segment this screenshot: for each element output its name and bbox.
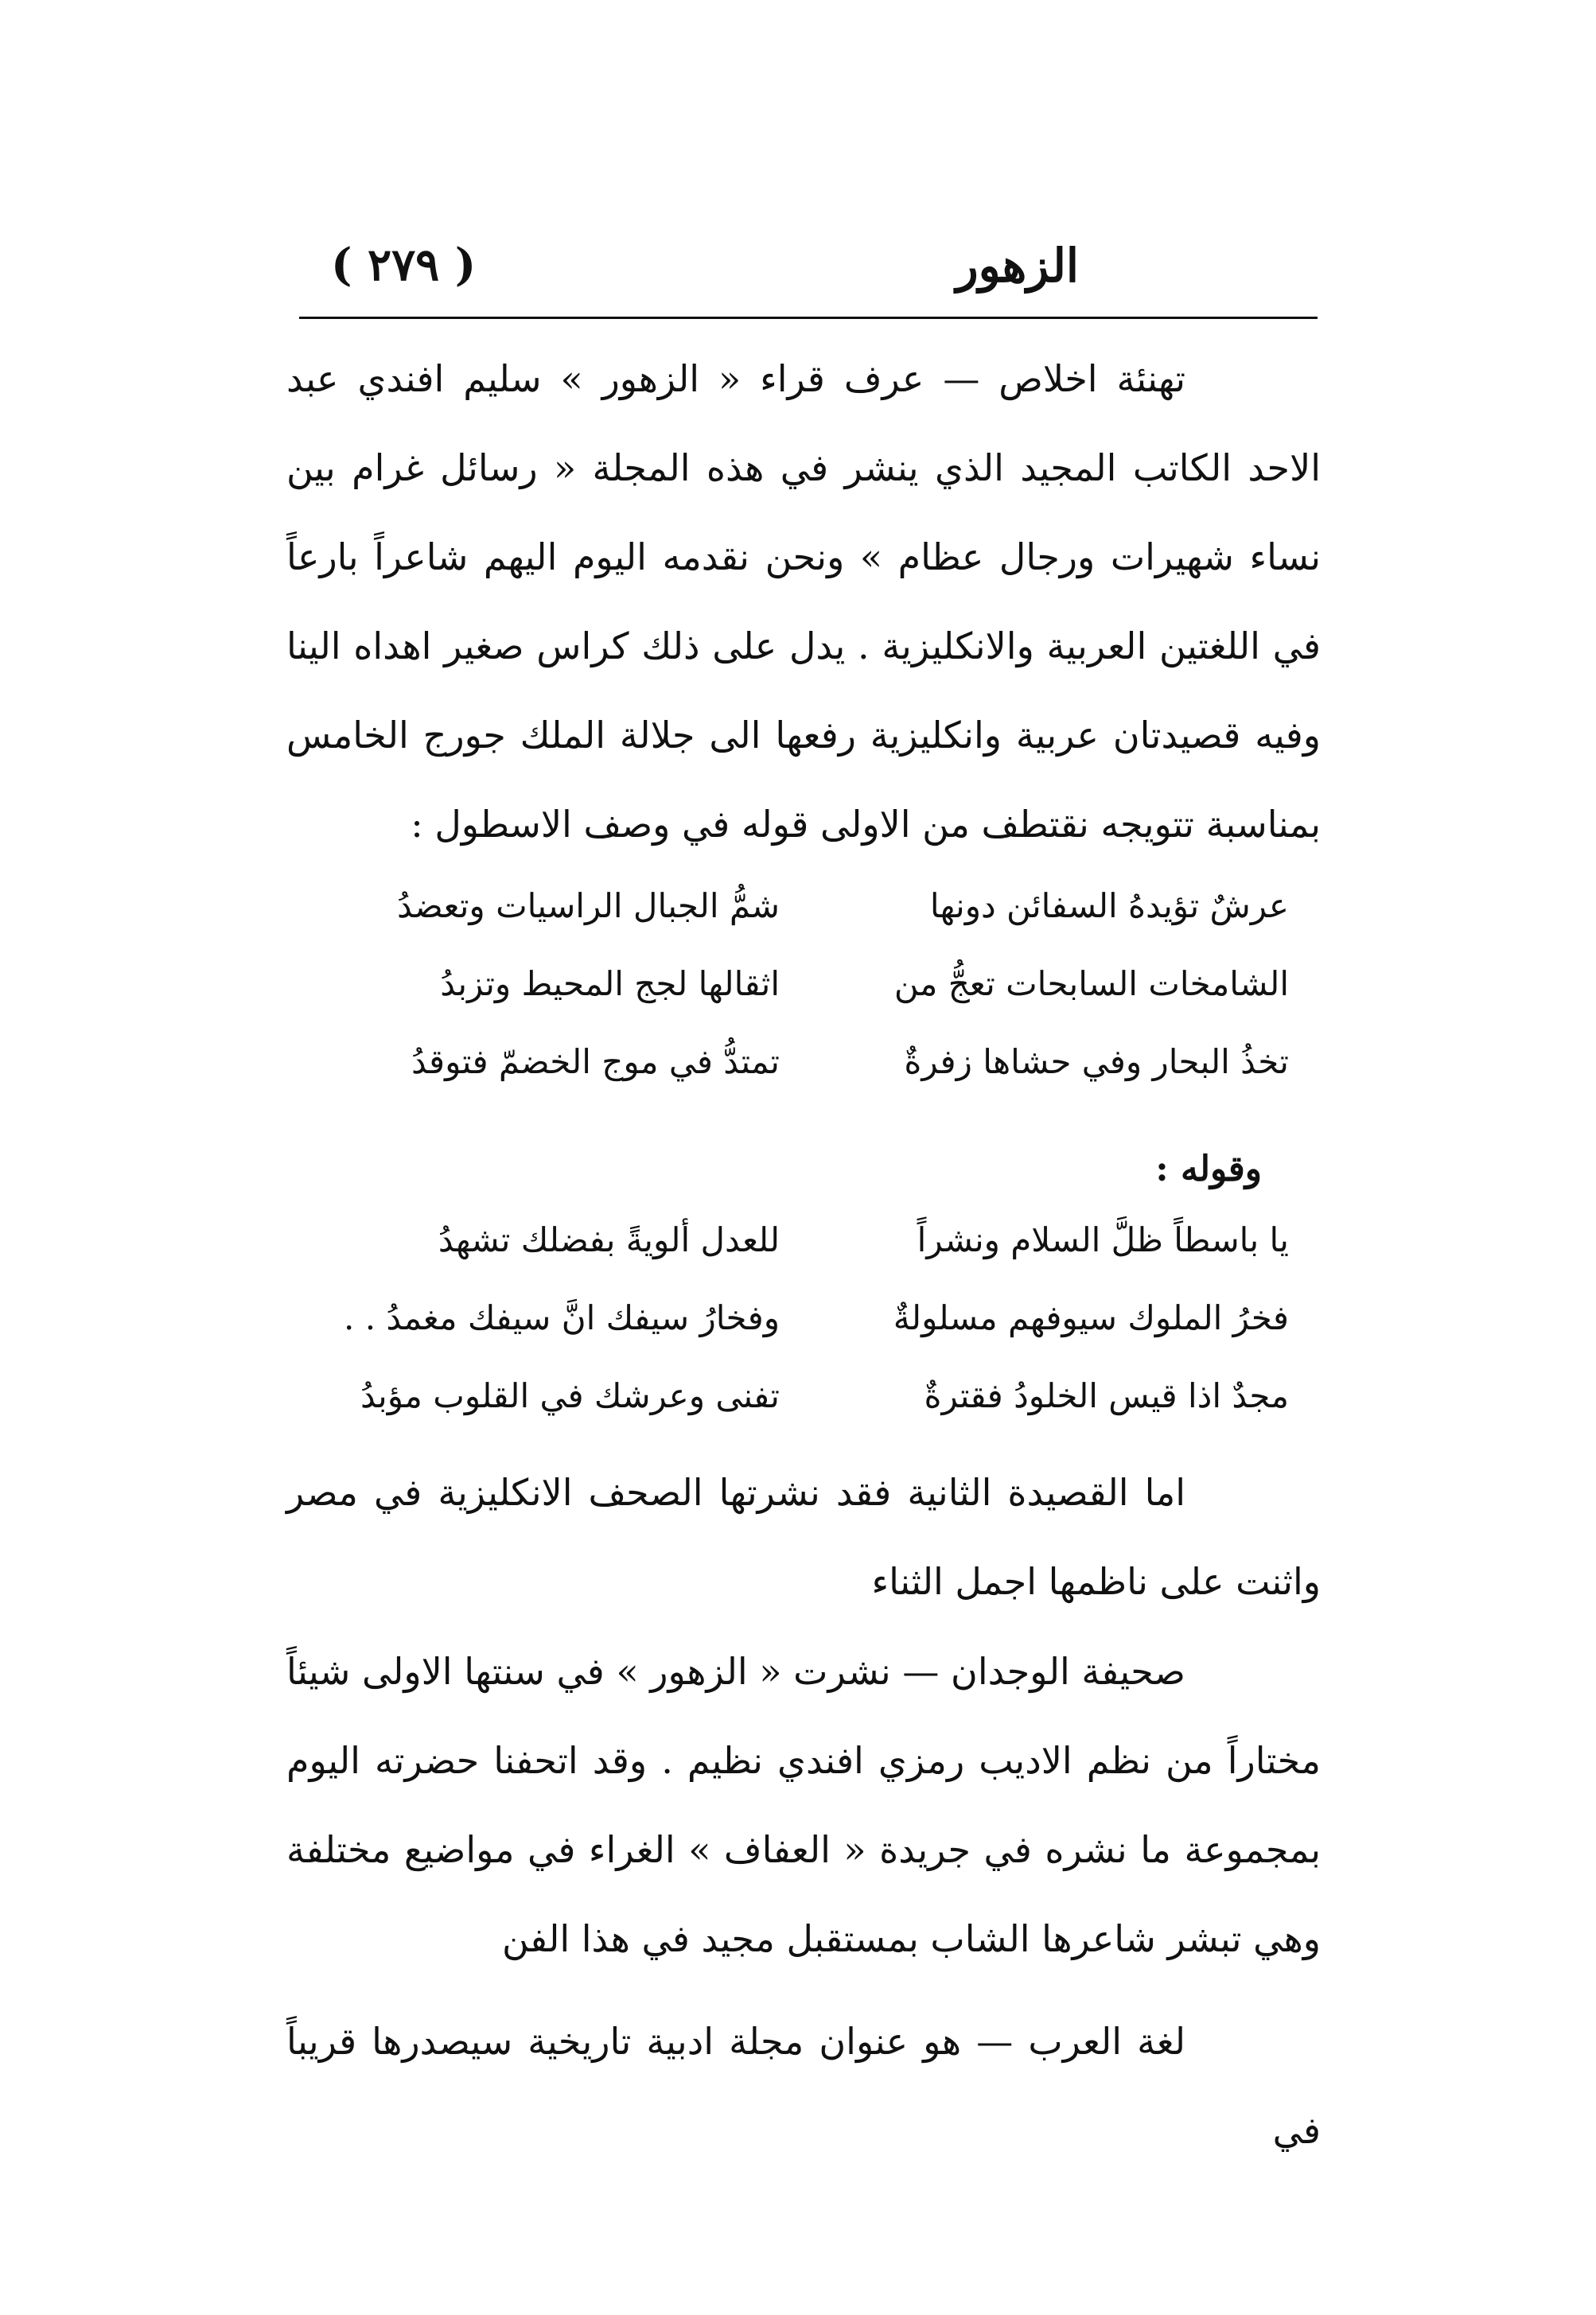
verse-first-hemistich: الشامخات السابحات تعجُّ من (893, 964, 1289, 1003)
verse-second-hemistich: شمُّ الجبال الراسيات وتعضدُ (397, 886, 780, 925)
page-number: ( ٢٧٩ ) (331, 239, 477, 291)
paragraph-second-poem (286, 1448, 1321, 1639)
poem-excerpt-fleet (302, 867, 1289, 1101)
paragraph-text: اما القصيدة الثانية فقد نشرتها الصحف الانكليزية في مصر واثنت على ناظمها اجمل الثناء (286, 1471, 1321, 1603)
poem-excerpt-king (302, 1201, 1289, 1435)
verse-first-hemistich: تخذُ البحار وفي حشاها زفرةٌ (904, 1042, 1289, 1081)
verse-line (302, 867, 1289, 945)
running-title: الزهور (956, 239, 1079, 293)
verse-first-hemistich: يا باسطاً ظلَّ السلام ونشراً (917, 1220, 1289, 1259)
verse-first-hemistich: مجدٌ اذا قيس الخلودُ فقترةٌ (924, 1376, 1289, 1415)
verse-first-hemistich: فخرُ الملوك سيوفهم مسلولةٌ (893, 1298, 1289, 1337)
verse-line (302, 1279, 1289, 1357)
verse-second-hemistich: للعدل ألويةً بفضلك تشهدُ (438, 1220, 780, 1259)
paragraph-text: صحيفة الوجدان — نشرت « الزهور » في سنتها الاولى شيئاً مختاراً من نظم الاديب رمزي افندي نظيم . وقد اتحفنا حضرته اليوم بمجموعة ما نشره في جريدة « العفاف » الغراء في مواضيع مختلفة وهي تبشر شاعرها الشاب بمستقبل مجيد في هذا الفن (286, 1650, 1321, 1960)
paragraph-lughat-al-arab (286, 1997, 1321, 2152)
paragraph-congratulation (286, 334, 1321, 891)
paragraph-text: تهنئة اخلاص — عرف قراء « الزهور » سليم افندي عبد الاحد الكاتب المجيد الذي ينشر في هذه المجلة « رسائل غرام بين نساء شهيرات ورجال عظام » ونحن نقدمه اليوم اليهم شاعراً بارعاً في اللغتين العربية والانكليزية . يدل على ذلك كراس صغير اهداه الينا وفيه قصيدتان عربية وانكليزية رفعها الى جلالة الملك جورج الخامس بمناسبة تتويجه نقتطف من الاولى قوله في وصف الاسطول : (286, 357, 1321, 846)
page-header (299, 239, 1318, 318)
verse-first-hemistich: عرشٌ تؤيدهُ السفائن دونها (929, 886, 1289, 925)
verse-second-hemistich: تفنى وعرشك في القلوب مؤبدُ (360, 1376, 780, 1415)
paragraph-wijdan (286, 1627, 1321, 1993)
verse-second-hemistich: وفخارُ سيفك انَّ سيفك مغمدُ . . (344, 1298, 780, 1337)
verse-line (302, 1023, 1289, 1101)
verse-line (302, 945, 1289, 1023)
header-rule (299, 317, 1318, 319)
verse-line (302, 1357, 1289, 1435)
paragraph-text: لغة العرب — هو عنوان مجلة ادبية تاريخية سيصدرها قريباً في (286, 2020, 1321, 2152)
verse-second-hemistich: تمتدُّ في موج الخضمّ فتوقدُ (411, 1042, 780, 1081)
verse-second-hemistich: اثقالها لجج المحيط وتزبدُ (440, 964, 780, 1003)
transition-phrase: وقوله : (1155, 1149, 1262, 1189)
verse-line (302, 1201, 1289, 1279)
